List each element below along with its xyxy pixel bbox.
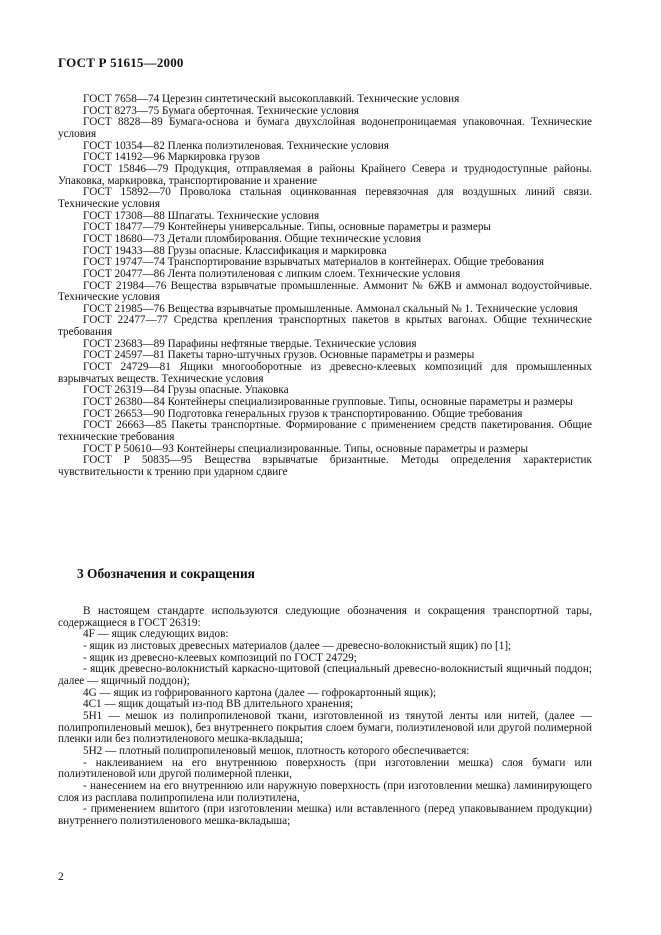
reference-title: Вещества взрывчатые промышленные. Аммонал скальный № 1. Технические условия	[167, 302, 578, 315]
reference-code: ГОСТ 26653—90	[83, 407, 165, 420]
body-paragraph: - наклеиванием на его внутреннюю поверхность (при изготовлении мешка) слоя бумаги или полиэтиленовой или другой полимерной пленки,	[58, 756, 592, 781]
reference-code: ГОСТ 22477—77	[83, 314, 168, 327]
reference-code: ГОСТ 15846—79	[83, 162, 169, 175]
reference-code: ГОСТ 23683—89	[83, 337, 165, 350]
reference-item	[58, 281, 592, 304]
reference-item	[58, 362, 592, 385]
body-paragraph: - применением вшитого (при изготовлении мешка) или вставленного (перед упаковыванием продукции) внутреннего полиэтиленового мешка-вкладыша;	[58, 803, 592, 827]
reference-title: Детали пломбирования. Общие технические условия	[167, 232, 422, 245]
reference-code: ГОСТ 19747—74	[83, 256, 165, 269]
reference-title: Вещества взрывчатые бризантные. Методы определения характеристик чувствительности к трению при ударном сдвиге	[58, 454, 592, 478]
reference-code: ГОСТ 24729—81	[83, 361, 171, 374]
reference-title: Подготовка генеральных грузов к транспортированию. Общие требования	[167, 407, 523, 420]
body-paragraph: 4F — ящик следующих видов:	[83, 628, 229, 641]
reference-code: ГОСТ 19433—88	[83, 244, 165, 257]
section-body	[58, 606, 592, 827]
reference-code: ГОСТ 26380—84	[83, 396, 165, 409]
reference-title: Средства крепления транспортных пакетов в крытых вагонах. Общие технические требования	[58, 314, 593, 339]
reference-title: Продукция, отправляемая в районы Крайнего Севера и труднодоступные районы. Упаковка, маркировка, транспортирование и хранение	[58, 162, 593, 187]
page-number: 2	[58, 871, 64, 883]
reference-item	[58, 164, 592, 187]
reference-title: Ящики многооборотные из древесно-клеевых композиций для промышленных взрывчатых веществ. Технические условия	[58, 361, 593, 385]
normative-references-list	[58, 94, 592, 479]
reference-item	[58, 420, 592, 443]
reference-title: Маркировка грузов	[167, 151, 260, 164]
reference-code: ГОСТ Р 50610—93	[83, 442, 174, 455]
reference-title: Шпагаты. Технические условия	[167, 209, 320, 222]
reference-code: ГОСТ 10354—82	[83, 139, 165, 152]
reference-code: ГОСТ 21985—76	[83, 302, 165, 315]
reference-title: Лента полиэтиленовая с липким слоем. Технические условия	[167, 267, 461, 280]
reference-item	[58, 315, 592, 338]
reference-code: ГОСТ 26663—85	[83, 419, 167, 432]
reference-code: ГОСТ 21984—76	[83, 279, 167, 292]
reference-title: Проволока стальная оцинкованная перевязочная для воздушных линий связи. Технические условия	[58, 186, 592, 210]
reference-item	[58, 117, 592, 140]
reference-title: Грузы опасные. Упаковка	[167, 384, 289, 397]
body-paragraph: 4G — ящик из гофрированного картона (далее — гофрокартонный ящик);	[83, 686, 437, 699]
reference-code: ГОСТ 26319—84	[83, 384, 165, 397]
reference-title: Контейнеры специализированные групповые. Типы, основные параметры и размеры	[167, 396, 573, 409]
reference-title: Пленка полиэтиленовая. Технические условия	[167, 139, 389, 152]
reference-code: ГОСТ Р 50835—95	[83, 454, 193, 467]
body-paragraph: - ящик из листовых древесных материалов (далее — древесно-волокнистый ящик) по [1];	[83, 639, 512, 652]
reference-title: Контейнеры универсальные. Типы, основные параметры и размеры	[167, 221, 491, 234]
body-paragraph: В настоящем стандарте используются следующие обозначения и сокращения транспортной тары, содержащиеся в ГОСТ 26319:	[58, 605, 592, 629]
reference-title: Бумага-основа и бумага двухслойная водонепроницаемая упаковочная. Технические условия	[58, 116, 593, 140]
page-header: ГОСТ Р 51615—2000	[58, 55, 184, 70]
reference-code: ГОСТ 8273—75	[83, 104, 160, 117]
body-paragraph: - нанесением на его внутреннюю или наружную поверхность (при изготовлении мешка) ламинирующего слоя из расплава полипропилена или полиэтилена,	[58, 779, 592, 804]
body-paragraph: - ящик из древесно-клеевых композиций по ГОСТ 24729;	[83, 651, 357, 664]
reference-code: ГОСТ 17308—88	[83, 209, 165, 222]
section-heading: 3 Обозначения и сокращения	[77, 566, 255, 581]
reference-item	[58, 187, 592, 210]
body-paragraph: - ящик древесно-волокнистый каркасно-щитовой (специальный древесно-волокнистый ящичный поддон; далее — ящичный поддон);	[58, 663, 592, 687]
reference-title: Парафины нефтяные твердые. Технические условия	[167, 337, 417, 350]
reference-title: Транспортирование взрывчатых материалов в контейнерах. Общие требования	[167, 256, 544, 269]
reference-code: ГОСТ 14192—96	[83, 151, 165, 164]
body-paragraph: 4C1 — ящик дощатый из-под ВВ длительного хранения;	[83, 698, 354, 711]
reference-title: Пакеты тарно-штучных грузов. Основные параметры и размеры	[167, 349, 475, 362]
reference-title: Церезин синтетический высокоплавкий. Технические условия	[162, 93, 460, 105]
reference-title: Контейнеры специализированные. Типы, основные параметры и размеры	[176, 442, 528, 455]
reference-item	[58, 455, 592, 478]
reference-code: ГОСТ 18680—73	[83, 232, 165, 245]
body-paragraph: 5H2 — плотный полипропиленовый мешок, плотность которого обеспечивается:	[83, 744, 470, 757]
reference-code: ГОСТ 24597—81	[83, 349, 165, 362]
reference-code: ГОСТ 15892—70	[83, 186, 171, 199]
reference-code: ГОСТ 8828—89	[83, 116, 163, 129]
reference-title: Бумага оберточная. Технические условия	[162, 104, 359, 117]
reference-title: Пакеты транспортные. Формирование с применением средств пакетирования. Общие технические требования	[58, 419, 593, 444]
body-paragraph: 5H1 — мешок из полипропиленовой ткани, изготовленной из тянутой ленты или нитей, (далее — полипропиленовый мешок), без внутреннего покрытия слоем бумаги, полиэтиленовой или другой полимерной пленки или без полиэтиленового мешка-вкладыша;	[58, 709, 592, 746]
reference-title: Вещества взрывчатые промышленные. Аммонит № 6ЖВ и аммонал водоустойчивые. Технические условия	[58, 279, 593, 304]
reference-code: ГОСТ 18477—79	[83, 221, 165, 234]
reference-code: ГОСТ 7658—74	[83, 93, 160, 105]
reference-title: Грузы опасные. Классификация и маркировка	[167, 244, 387, 257]
reference-code: ГОСТ 20477—86	[83, 267, 165, 280]
